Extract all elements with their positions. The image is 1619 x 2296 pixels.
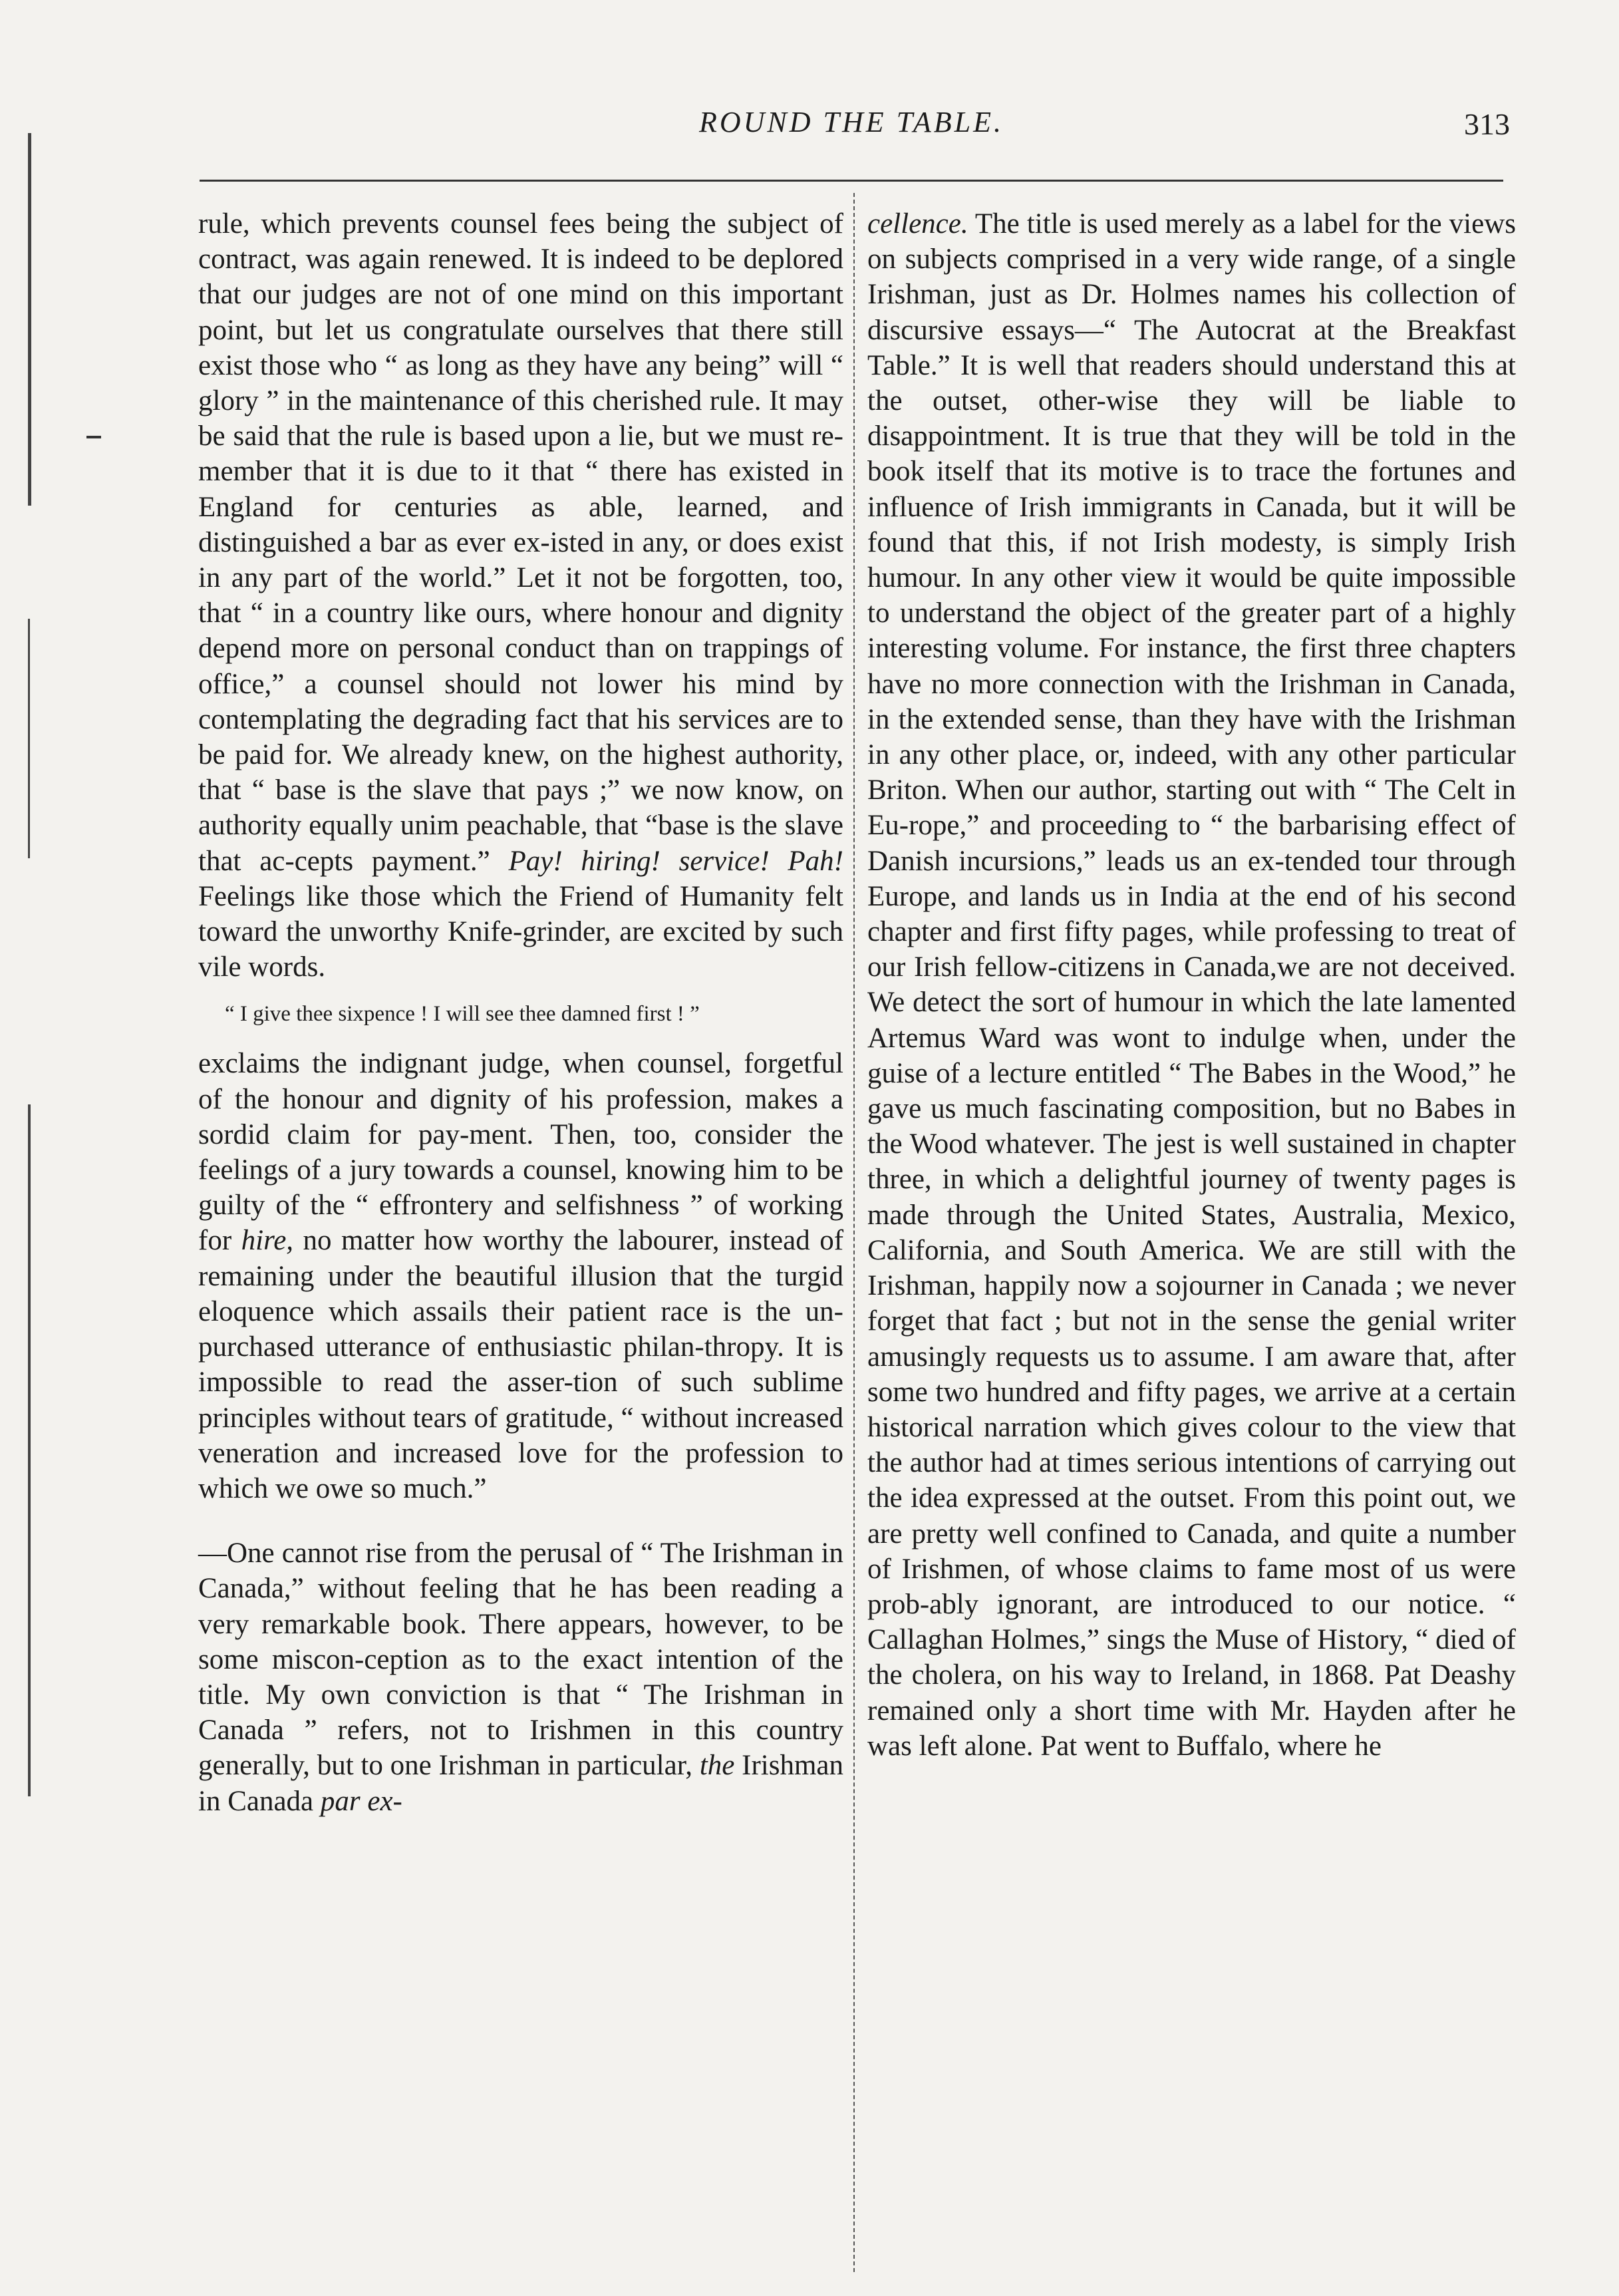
paragraph-text: rule, which prevents counsel fees being the subject of contract, was again renewed. It is indeed to be deplored that our judges are not of one mind on this important point, but let us congratulate ourselves that there still exist those who “ as long as they have any being” will “ glory ” in the maintenance of this cherished rule. It may be said that the rule is based upon a lie, but we must re-member that it is due to it that “ there has existed in England for centuries as able, learned, and distinguished a bar as ever ex-isted in any, or does exist in any part of the world.” Let it not be forgotten, too, that “ in a country like ours, where honour and dignity depend more on personal conduct than on trappings of office,” a counsel should not lower his mind by contemplating the degrading fact that his services are to be paid for. We already knew, on the highest authority, that “ base is the slave that pays ;” we now know, on authority equally unim peachable, that “base is the slave that ac-cepts payment.”: [198, 208, 843, 877]
column-divider: [853, 193, 855, 2272]
block-quote: “ I give thee sixpence ! I will see thee damned first ! ”: [225, 1002, 700, 1027]
binding-edge-mark: [28, 619, 30, 858]
right-column: [867, 206, 1516, 1764]
paragraph-text: Irishman in Canada: [198, 1750, 843, 1817]
paragraph-text: The title is used merely as a label for the views on subjects comprised in a very wide range, of a single Irishman, just as Dr. Holmes names his collection of discursive essays—“ The Autocrat at the Breakfast Table.” It is well that readers should understand this at the outset, other-wise they will be liable to disappointment. It is true that they will be told in the book itself that its motive is to trace the fortunes and influence of Irish immigrants in Canada, but it will be found that this, if not Irish modesty, is simply Irish humour. In any other view it would be quite impossible to understand the object of the greater part of a highly interesting volume. For instance, the first three chapters have no more connection with the Irishman in Canada, in the extended sense, than they have with the Irishman in any other place, or, indeed, with any other particular Briton. When our author, starting out with “ The Celt in Eu-rope,” and proceeding to “ the barbarising effect of Danish incursions,” leads us an ex-tended tour through Europe, and lands us in India at the end of his second chapter and first fifty pages, while professing to treat of our Irish fellow-citizens in Canada,we are not deceived. We detect the sort of humour in which the late lamented Artemus Ward was wont to indulge when, under the guise of a lecture entitled “ The Babes in the Wood,” he gave us much fascinating composition, but no Babes in the Wood whatever. The jest is well sustained in chapter three, in which a delightful journey of twenty pages is made through the United States, Australia, Mexico, California, and South America. We are still with the Irishman, happily now a sojourner in Canada ; we never forget that fact ; but not in the sense the genial writer amusingly requests us to assume. I am aware that, after some two hundred and fifty pages, we arrive at a certain historical narration which gives colour to the view that the author had at times serious intentions of carrying out the idea expressed at the outset. From this point out, we are pretty well confined to Canada, and quite a number of Irishmen, of whose claims to fame most of us were prob-ably ignorant, are introduced to our notice. “ Callaghan Holmes,” sings the Muse of History, “ died of the cholera, on his way to Ireland, in 1868. Pat Deashy remained only a short time with Mr. Hayden after he was left alone. Pat went to Buffalo, where he: [867, 208, 1516, 1762]
page-number: 313: [1464, 107, 1510, 141]
left-column: [198, 206, 843, 1819]
paragraph-text: no matter how worthy the labourer, instead of remaining under the beautiful illusion that the turgid eloquence which assails their patient race is the un-purchased utterance of enthusiastic philan-thropy. It is impossible to read the asser-tion of such sublime principles without tears of gratitude, “ without increased veneration and increased love for the profession to which we owe so much.”: [198, 1225, 844, 1504]
binding-edge-mark: [28, 133, 31, 506]
paragraph-text: —One cannot rise from the perusal of “ The Irishman in Canada,” without feeling that he has been reading a very remarkable book. There appears, however, to be some miscon-ception as to the exact intention of the title. My own conviction is that “ The Irishman in Canada ” refers, not to Irishmen in this country generally, but to one Irishman in particular,: [198, 1538, 843, 1782]
paragraph-text: exclaims the indignant judge, when counsel, forgetful of the honour and dignity of his profession, makes a sordid claim for pay-ment. Then, too, consider the feelings of a jury towards a counsel, knowing him to be guilty of the “ effrontery and selfishness ” of working for: [198, 1048, 843, 1257]
paragraph: [198, 1536, 843, 1819]
running-title: ROUND THE TABLE.: [699, 106, 1004, 138]
margin-dash: [86, 436, 101, 438]
binding-edge-mark: [28, 1104, 31, 1796]
italic-text: Pay! hiring! service! Pah!: [508, 845, 843, 877]
italic-text: cellence.: [867, 208, 968, 240]
italic-text: hire,: [241, 1225, 294, 1257]
paragraph-text: Feelings like those which the Friend of Humanity felt toward the unworthy Knife-grinder, are excited by such vile words.: [198, 880, 843, 983]
italic-text: the: [699, 1750, 735, 1782]
paragraph: [198, 206, 843, 985]
header-rule: [200, 180, 1503, 182]
italic-text: par ex-: [320, 1785, 402, 1817]
paragraph: [198, 1046, 843, 1506]
paragraph: [867, 206, 1516, 1764]
